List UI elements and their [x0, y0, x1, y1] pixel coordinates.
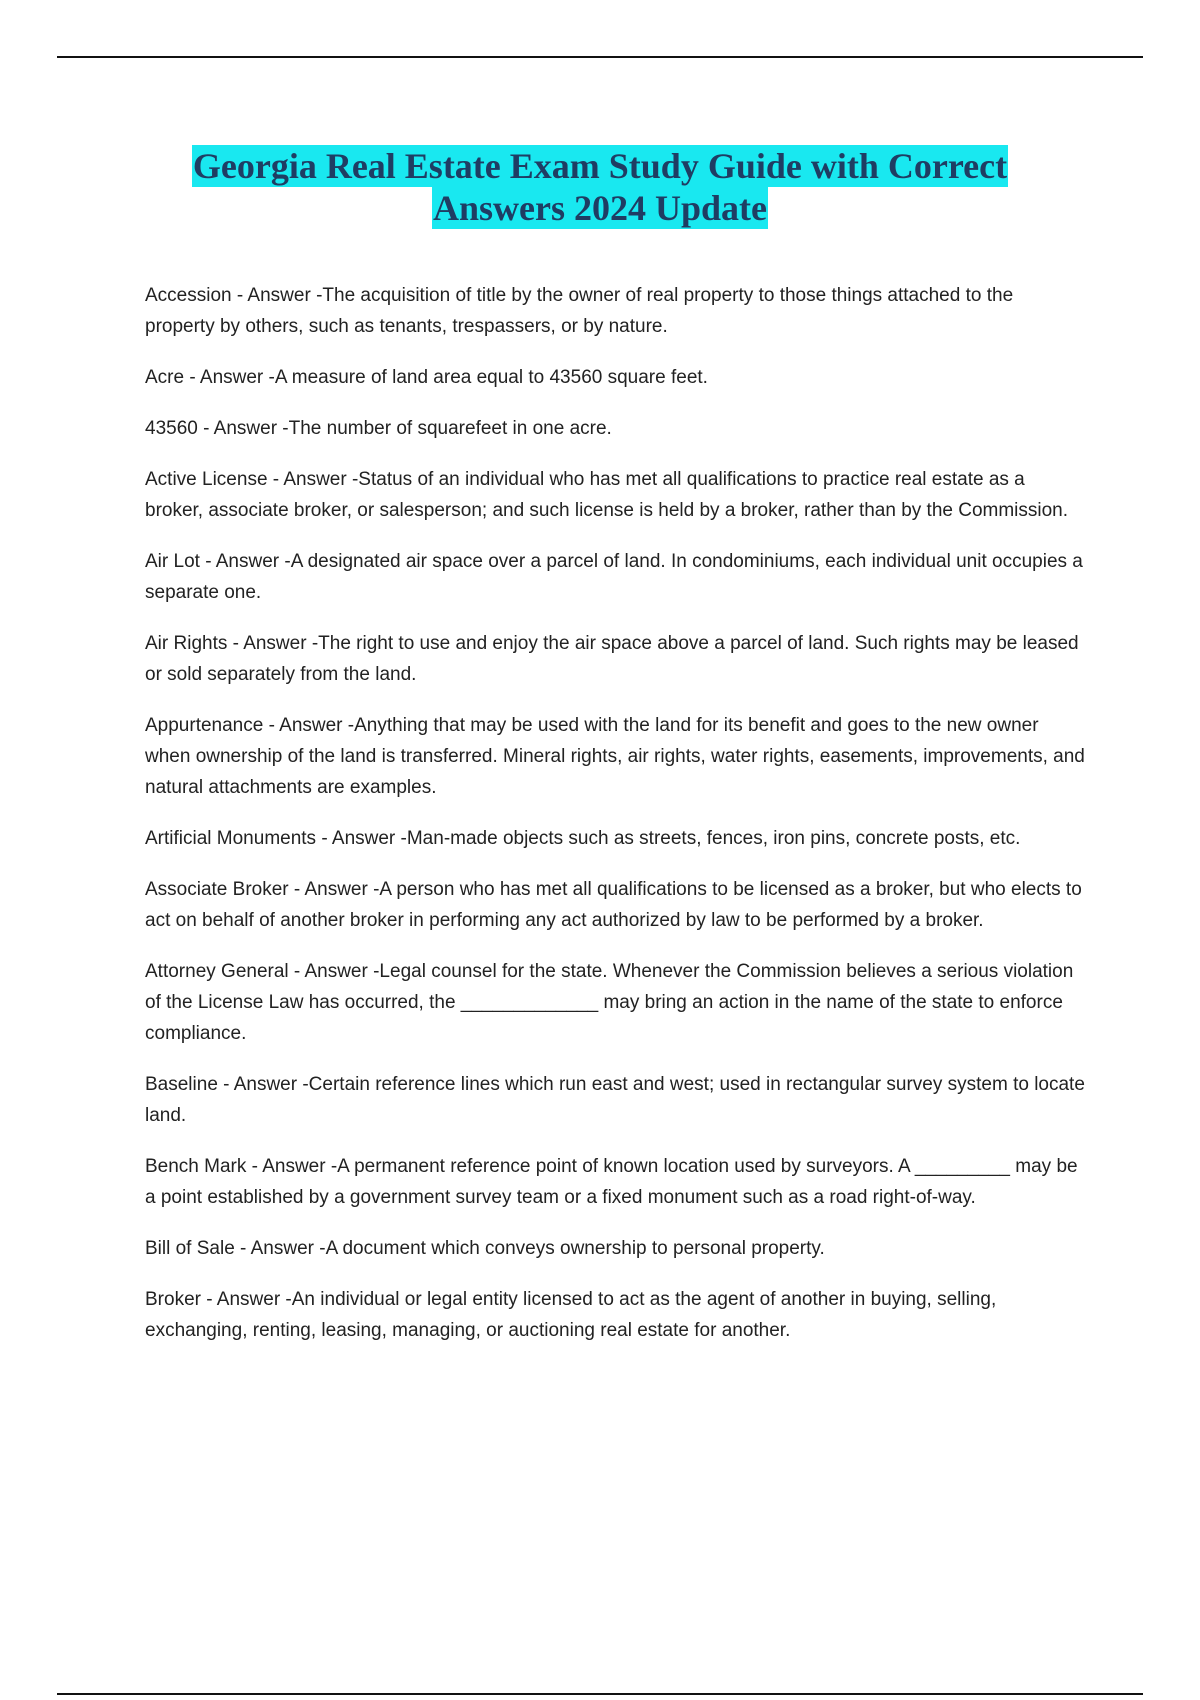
- title-line-1: Georgia Real Estate Exam Study Guide with Correct: [192, 146, 1008, 186]
- document-title: [0, 145, 1200, 229]
- glossary-entry-baseline: Baseline - Answer -Certain reference lines which run east and west; used in rectangular survey system to locate land.: [145, 1074, 1085, 1126]
- glossary-entry-attorney-general: Attorney General - Answer -Legal counsel for the state. Whenever the Commission believes a serious violation of the License Law has occurred, the _____________ may bring an action in the name of the state to enforce compliance.: [145, 961, 1074, 1044]
- glossary-list: [145, 280, 1085, 1366]
- glossary-entry-air-lot: Air Lot - Answer -A designated air space over a parcel of land. In condominiums, each individual unit occupies a separate one.: [145, 551, 1083, 603]
- title-line-2: Answers 2024 Update: [432, 188, 767, 228]
- glossary-entry-broker: Broker - Answer -An individual or legal entity licensed to act as the agent of another in buying, selling, exchanging, renting, leasing, managing, or auctioning real estate for another.: [145, 1289, 997, 1341]
- glossary-entry-acre: Acre - Answer -A measure of land area equal to 43560 square feet.: [145, 367, 708, 388]
- glossary-entry-accession: Accession - Answer -The acquisition of title by the owner of real property to those things attached to the property by others, such as tenants, trespassers, or by nature.: [145, 285, 1014, 337]
- footer-rule: [57, 1693, 1143, 1695]
- glossary-entry-artificial-monuments: Artificial Monuments - Answer -Man-made objects such as streets, fences, iron pins, concrete posts, etc.: [145, 828, 1021, 849]
- glossary-entry-appurtenance: Appurtenance - Answer -Anything that may be used with the land for its benefit and goes to the new owner when ownership of the land is transferred. Mineral rights, air rights, water rights, easements, improvements, and natural attachments are examples.: [145, 715, 1085, 798]
- glossary-entry-associate-broker: Associate Broker - Answer -A person who has met all qualifications to be licensed as a broker, but who elects to act on behalf of another broker in performing any act authorized by law to be performed by a broker.: [145, 879, 1082, 931]
- glossary-entry-bench-mark: Bench Mark - Answer -A permanent reference point of known location used by surveyors. A _________ may be a point established by a government survey team or a fixed monument such as a road right-of-way.: [145, 1156, 1078, 1208]
- glossary-entry-bill-of-sale: Bill of Sale - Answer -A document which conveys ownership to personal property.: [145, 1238, 825, 1259]
- glossary-entry-active-license: Active License - Answer -Status of an individual who has met all qualifications to practice real estate as a broker, associate broker, or salesperson; and such license is held by a broker, rather than by the Commission.: [145, 469, 1069, 521]
- glossary-entry-43560: 43560 - Answer -The number of squarefeet in one acre.: [145, 418, 612, 439]
- header-rule: [57, 56, 1143, 58]
- glossary-entry-air-rights: Air Rights - Answer -The right to use and enjoy the air space above a parcel of land. Such rights may be leased or sold separately from the land.: [145, 633, 1079, 685]
